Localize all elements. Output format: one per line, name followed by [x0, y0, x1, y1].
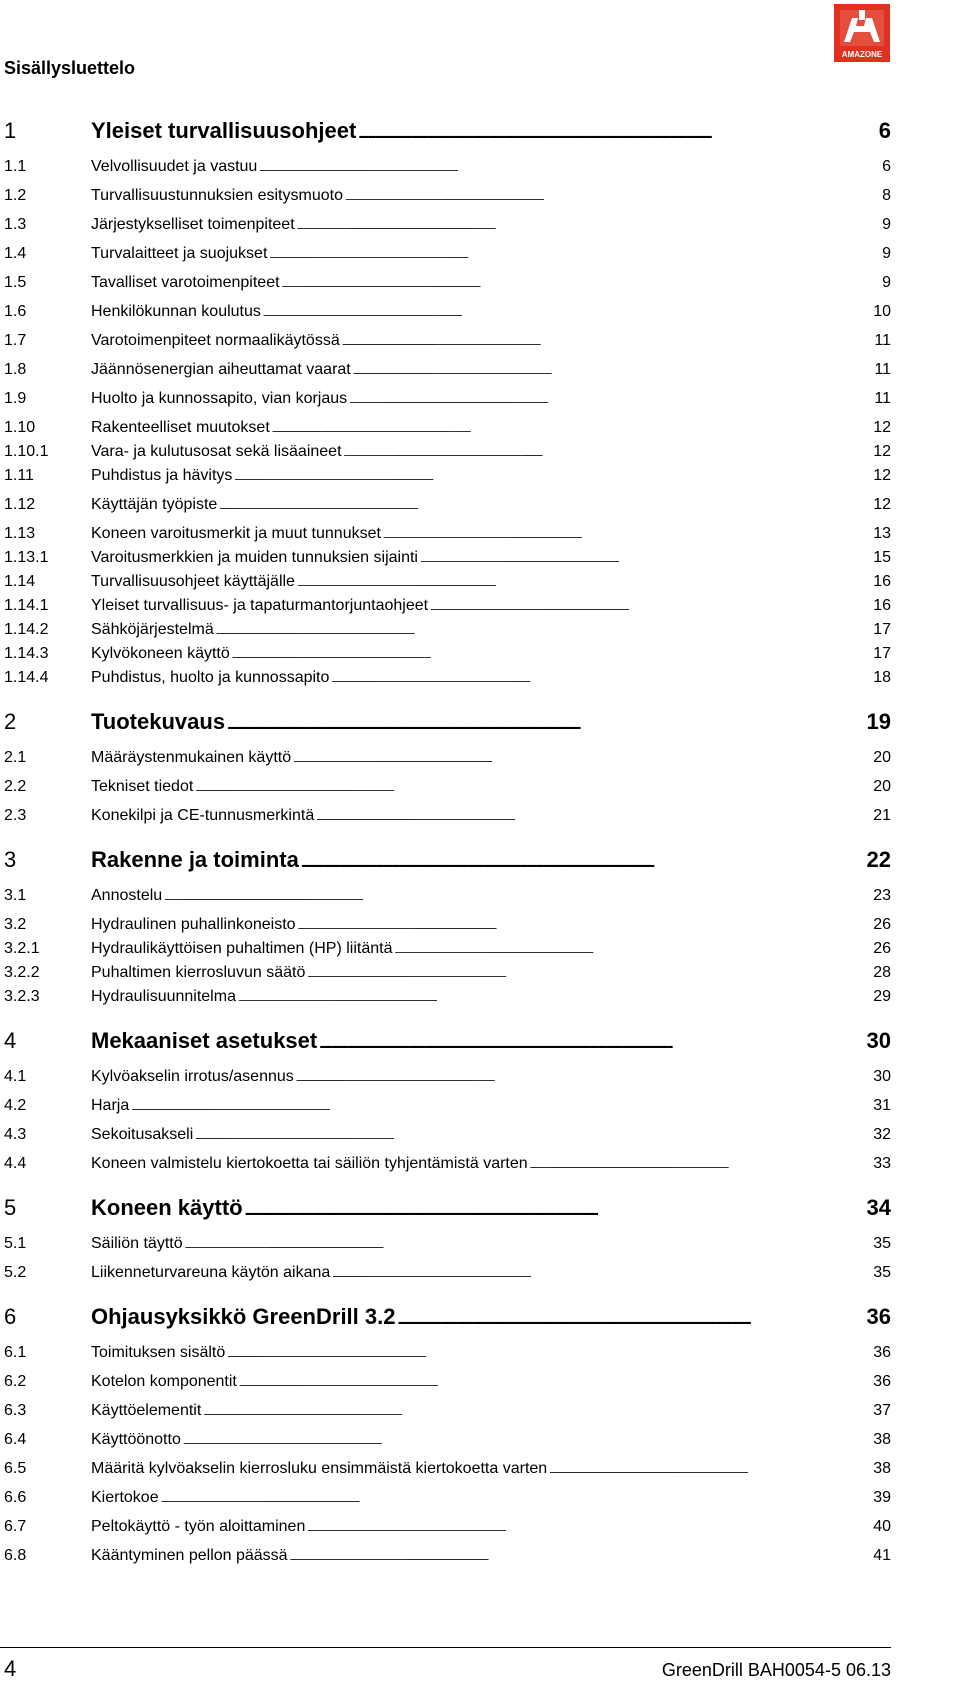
- toc-entry[interactable]: [4, 916, 891, 934]
- toc-entry-number: 4.4: [4, 1155, 27, 1172]
- toc-entry-number: 2.3: [4, 807, 27, 824]
- toc-entry-page: 8: [882, 187, 891, 204]
- toc-entry-page: 12: [873, 496, 891, 513]
- toc-entry-title: Liikenneturvareuna käytön aikana: [91, 1264, 331, 1281]
- toc-entry[interactable]: [4, 1097, 891, 1115]
- toc-entry-page: 36: [873, 1344, 891, 1361]
- toc-entry-number: 1.10.1: [4, 443, 49, 460]
- toc-entry-number: 5.1: [4, 1235, 27, 1252]
- toc-entry-page: 9: [882, 245, 891, 262]
- toc-dot-leader: [319, 1028, 864, 1054]
- toc-entry-title: Kääntyminen pellon päässä: [91, 1547, 288, 1564]
- toc-entry-title: Harja: [91, 1097, 130, 1114]
- toc-dot-leader: [239, 1373, 871, 1391]
- toc-dot-leader: [290, 1547, 872, 1565]
- toc-dot-leader: [185, 1235, 872, 1253]
- toc-dot-leader: [234, 467, 871, 485]
- toc-entry-page: 37: [873, 1402, 891, 1419]
- toc-entry-page: 10: [873, 303, 891, 320]
- toc-chapter-entry[interactable]: [4, 118, 891, 144]
- footer-page-number: 4: [4, 1656, 17, 1681]
- toc-entry-page: 39: [873, 1489, 891, 1506]
- toc-entry-page: 35: [873, 1235, 891, 1252]
- toc-entry-number: 6: [4, 1304, 17, 1329]
- toc-entry[interactable]: [4, 1489, 891, 1507]
- toc-dot-leader: [298, 916, 872, 934]
- toc-entry-page: 19: [866, 709, 891, 734]
- toc-entry-number: 1: [4, 118, 17, 143]
- toc-entry-number: 3.2.2: [4, 964, 40, 981]
- toc-entry-page: 30: [866, 1028, 891, 1053]
- toc-entry[interactable]: [4, 390, 891, 408]
- toc-entry-number: 3.2.1: [4, 940, 40, 957]
- toc-dot-leader: [430, 597, 871, 615]
- toc-entry[interactable]: [4, 597, 891, 615]
- toc-dot-leader: [282, 274, 881, 292]
- toc-entry-title: Käyttäjän työpiste: [91, 496, 218, 513]
- toc-entry-number: 1.14.2: [4, 621, 49, 638]
- toc-entry-page: 9: [882, 216, 891, 233]
- toc-entry-number: 2: [4, 709, 17, 734]
- toc-dot-leader: [269, 245, 880, 263]
- toc-entry-number: 4.1: [4, 1068, 27, 1085]
- toc-entry[interactable]: [4, 1460, 891, 1478]
- toc-entry-title: Koneen varoitusmerkit ja muut tunnukset: [91, 525, 381, 542]
- toc-entry-page: 6: [878, 118, 891, 143]
- toc-entry-page: 28: [873, 964, 891, 981]
- toc-entry-title: Turvallisuustunnuksien esitysmuoto: [91, 187, 343, 204]
- toc-entry[interactable]: [4, 1264, 891, 1282]
- toc-entry-page: 34: [866, 1195, 891, 1220]
- toc-dot-leader: [353, 361, 873, 379]
- toc-entry-page: 12: [873, 467, 891, 484]
- toc-entry-number: 6.4: [4, 1431, 27, 1448]
- toc-entry-title: Kylvöakselin irrotus/asennus: [91, 1068, 294, 1085]
- toc-entry-page: 9: [882, 274, 891, 291]
- toc-entry-page: 35: [873, 1264, 891, 1281]
- toc-entry[interactable]: [4, 274, 891, 292]
- toc-entry-page: 11: [874, 361, 891, 378]
- toc-dot-leader: [232, 645, 871, 663]
- toc-entry-title: Peltokäyttö - työn aloittaminen: [91, 1518, 306, 1535]
- toc-dot-leader: [332, 1264, 871, 1282]
- toc-entry-page: 6: [882, 158, 891, 175]
- toc-entry-title: Hydraulinen puhallinkoneisto: [91, 916, 296, 933]
- toc-entry-number: 1.1: [4, 158, 27, 175]
- toc-entry-number: 1.7: [4, 332, 27, 349]
- toc-entry-number: 6.8: [4, 1547, 27, 1564]
- toc-entry-page: 11: [874, 332, 891, 349]
- toc-entry[interactable]: [4, 216, 891, 234]
- toc-dot-leader: [263, 303, 871, 321]
- toc-entry[interactable]: [4, 669, 891, 687]
- toc-entry-number: 1.13: [4, 525, 36, 542]
- toc-dot-leader: [245, 1195, 865, 1221]
- toc-dot-leader: [272, 419, 871, 437]
- toc-entry-page: 16: [873, 573, 891, 590]
- toc-dot-leader: [397, 1304, 864, 1330]
- toc-entry[interactable]: [4, 1402, 891, 1420]
- toc-dot-leader: [549, 1460, 871, 1478]
- svg-text:AMAZONE: AMAZONE: [841, 50, 883, 59]
- toc-entry-page: 16: [873, 597, 891, 614]
- toc-entry-page: 41: [873, 1547, 891, 1564]
- toc-entry-title: Ohjausyksikkö GreenDrill 3.2: [91, 1304, 396, 1329]
- toc-entry[interactable]: [4, 988, 891, 1006]
- toc-entry-title: Koneen valmistelu kiertokoetta tai säiliön tyhjentämistä varten: [91, 1155, 528, 1172]
- toc-entry-title: Vara- ja kulutusosat sekä lisäaineet: [91, 443, 342, 460]
- toc-entry-number: 1.5: [4, 274, 27, 291]
- toc-dot-leader: [297, 573, 871, 591]
- toc-entry-page: 22: [866, 847, 891, 872]
- toc-entry[interactable]: [4, 964, 891, 982]
- toc-entry-title: Mekaaniset asetukset: [91, 1028, 318, 1053]
- toc-entry[interactable]: [4, 1547, 891, 1565]
- toc-dot-leader: [344, 443, 872, 461]
- toc-entry-title: Järjestykselliset toimenpiteet: [91, 216, 295, 233]
- toc-entry-page: 20: [873, 778, 891, 795]
- toc-entry[interactable]: [4, 1068, 891, 1086]
- toc-entry-number: 2.2: [4, 778, 27, 795]
- toc-dot-leader: [227, 1344, 871, 1362]
- toc-dot-leader: [307, 1518, 871, 1536]
- toc-dot-leader: [307, 964, 871, 982]
- toc-entry-title: Sekoitusakseli: [91, 1126, 194, 1143]
- toc-entry-title: Hydraulisuunnitelma: [91, 988, 236, 1005]
- toc-entry-number: 4.2: [4, 1097, 27, 1114]
- toc-entry[interactable]: [4, 245, 891, 263]
- toc-entry-page: 12: [873, 443, 891, 460]
- toc-entry[interactable]: [4, 525, 891, 543]
- toc-entry-title: Sähköjärjestelmä: [91, 621, 214, 638]
- amazone-logo: [834, 4, 890, 62]
- toc-chapter-entry[interactable]: [4, 1028, 891, 1054]
- toc-dot-leader: [297, 216, 880, 234]
- toc-dot-leader: [195, 1126, 871, 1144]
- toc-entry-number: 3.2: [4, 916, 27, 933]
- toc-entry[interactable]: [4, 1344, 891, 1362]
- toc-entry-title: Henkilökunnan koulutus: [91, 303, 261, 320]
- toc-entry-page: 23: [873, 887, 891, 904]
- toc-entry-number: 4: [4, 1028, 17, 1053]
- toc-entry-number: 6.3: [4, 1402, 27, 1419]
- toc-entry-page: 17: [873, 645, 891, 662]
- toc-entry-title: Puhdistus, huolto ja kunnossapito: [91, 669, 330, 686]
- toc-entry-page: 13: [873, 525, 891, 542]
- toc-entry-title: Turvalaitteet ja suojukset: [91, 245, 268, 262]
- toc-entry[interactable]: [4, 187, 891, 205]
- toc-entry-number: 5: [4, 1195, 17, 1220]
- toc-chapter-entry[interactable]: [4, 1304, 891, 1330]
- toc-entry[interactable]: [4, 940, 891, 958]
- toc-entry-number: 3.2.3: [4, 988, 40, 1005]
- toc-entry-page: 20: [873, 749, 891, 766]
- toc-entry-title: Velvollisuudet ja vastuu: [91, 158, 258, 175]
- toc-entry-number: 1.14.4: [4, 669, 49, 686]
- toc-entry[interactable]: [4, 1431, 891, 1449]
- toc-entry-number: 1.2: [4, 187, 27, 204]
- toc-entry-page: 29: [873, 988, 891, 1005]
- toc-dot-leader: [227, 709, 864, 735]
- toc-entry[interactable]: [4, 158, 891, 176]
- toc-entry-page: 38: [873, 1460, 891, 1477]
- toc-dot-leader: [349, 390, 872, 408]
- toc-entry-page: 18: [873, 669, 891, 686]
- toc-entry-title: Puhaltimen kierrosluvun säätö: [91, 964, 306, 981]
- toc-entry-title: Koneen käyttö: [91, 1195, 243, 1220]
- toc-dot-leader: [183, 1431, 871, 1449]
- toc-entry-title: Hydraulikäyttöisen puhaltimen (HP) liitäntä: [91, 940, 393, 957]
- toc-entry-page: 36: [866, 1304, 891, 1329]
- toc-entry-title: Tuotekuvaus: [91, 709, 226, 734]
- toc-entry-title: Tekniset tiedot: [91, 778, 194, 795]
- toc-dot-leader: [345, 187, 880, 205]
- toc-entry-page: 21: [873, 807, 891, 824]
- toc-entry[interactable]: [4, 1155, 891, 1173]
- toc-entry-page: 38: [873, 1431, 891, 1448]
- toc-dot-leader: [131, 1097, 871, 1115]
- toc-entry-title: Varoitusmerkkien ja muiden tunnuksien sijainti: [91, 549, 418, 566]
- toc-entry-number: 2.1: [4, 749, 27, 766]
- page-title: Sisällysluettelo: [4, 58, 136, 78]
- toc-entry-page: 26: [873, 940, 891, 957]
- toc-entry[interactable]: [4, 778, 891, 796]
- toc-dot-leader: [195, 778, 871, 796]
- toc-entry-number: 1.14.3: [4, 645, 49, 662]
- toc-entry-page: 11: [874, 390, 891, 407]
- toc-entry[interactable]: [4, 361, 891, 379]
- toc-entry[interactable]: [4, 749, 891, 767]
- toc-entry-title: Rakenne ja toiminta: [91, 847, 299, 872]
- toc-dot-leader: [259, 158, 880, 176]
- toc-entry[interactable]: [4, 549, 891, 567]
- toc-entry[interactable]: [4, 496, 891, 514]
- toc-entry-title: Jäännösenergian aiheuttamat vaarat: [91, 361, 351, 378]
- toc-dot-leader: [383, 525, 871, 543]
- toc-entry-number: 1.4: [4, 245, 27, 262]
- toc-dot-leader: [394, 940, 871, 958]
- toc-entry-number: 1.8: [4, 361, 27, 378]
- toc-entry[interactable]: [4, 1126, 891, 1144]
- toc-entry-title: Puhdistus ja hävitys: [91, 467, 233, 484]
- toc-dot-leader: [293, 749, 871, 767]
- toc-entry-title: Yleiset turvallisuusohjeet: [91, 118, 357, 143]
- toc-dot-leader: [296, 1068, 871, 1086]
- toc-dot-leader: [238, 988, 871, 1006]
- toc-entry-title: Kotelon komponentit: [91, 1373, 237, 1390]
- toc-entry-title: Varotoimenpiteet normaalikäytössä: [91, 332, 340, 349]
- toc-entry-title: Käyttöönotto: [91, 1431, 181, 1448]
- toc-entry-title: Määritä kylvöakselin kierrosluku ensimmäistä kiertokoetta varten: [91, 1460, 548, 1477]
- toc-entry-number: 6.5: [4, 1460, 27, 1477]
- toc-entry[interactable]: [4, 1235, 891, 1253]
- toc-entry[interactable]: [4, 419, 891, 437]
- toc-entry-title: Turvallisuusohjeet käyttäjälle: [91, 573, 295, 590]
- toc-entry-number: 1.11: [4, 467, 34, 484]
- toc-dot-leader: [161, 1489, 872, 1507]
- toc-entry-page: 15: [873, 549, 891, 566]
- toc-entry-number: 1.14: [4, 573, 36, 590]
- toc-entry-page: 26: [873, 916, 891, 933]
- toc-dot-leader: [219, 496, 871, 514]
- toc-entry[interactable]: [4, 645, 891, 663]
- toc-dot-leader: [164, 887, 871, 905]
- toc-dot-leader: [358, 118, 876, 144]
- toc-entry-page: 32: [873, 1126, 891, 1143]
- footer-doc-reference: GreenDrill BAH0054-5 06.13: [661, 1660, 891, 1680]
- toc-dot-leader: [216, 621, 871, 639]
- toc-dot-leader: [203, 1402, 871, 1420]
- toc-entry[interactable]: [4, 1518, 891, 1536]
- toc-entry-number: 1.10: [4, 419, 36, 436]
- toc-chapter-entry[interactable]: [4, 847, 891, 873]
- toc-entry-number: 1.6: [4, 303, 27, 320]
- toc-entry-number: 6.1: [4, 1344, 27, 1361]
- toc-dot-leader: [420, 549, 871, 567]
- toc-entry-title: Käyttöelementit: [91, 1402, 202, 1419]
- toc-entry-number: 4.3: [4, 1126, 27, 1143]
- toc-entry-page: 40: [873, 1518, 891, 1535]
- toc-entry-title: Tavalliset varotoimenpiteet: [91, 274, 280, 291]
- toc-entry-title: Toimituksen sisältö: [91, 1344, 226, 1361]
- toc-entry-title: Rakenteelliset muutokset: [91, 419, 270, 436]
- toc-entry-title: Säiliön täyttö: [91, 1235, 183, 1252]
- toc-entry-title: Määräystenmukainen käyttö: [91, 749, 292, 766]
- toc-entry[interactable]: [4, 443, 891, 461]
- toc-entry[interactable]: [4, 621, 891, 639]
- toc-entry[interactable]: [4, 303, 891, 321]
- toc-entry-page: 33: [873, 1155, 891, 1172]
- toc-entry-number: 6.2: [4, 1373, 27, 1390]
- toc-entry-number: 1.13.1: [4, 549, 49, 566]
- toc-entry[interactable]: [4, 887, 891, 905]
- toc-entry-number: 1.14.1: [4, 597, 49, 614]
- toc-entry-title: Huolto ja kunnossapito, vian korjaus: [91, 390, 348, 407]
- toc-entry[interactable]: [4, 467, 891, 485]
- toc-entry-title: Annostelu: [91, 887, 163, 904]
- toc-entry-number: 1.9: [4, 390, 27, 407]
- footer-divider: [0, 1647, 891, 1648]
- toc-dot-leader: [530, 1155, 872, 1173]
- toc-dot-leader: [316, 807, 871, 825]
- toc-entry-page: 31: [873, 1097, 891, 1114]
- toc-entry-page: 30: [873, 1068, 891, 1085]
- toc-entry-number: 3.1: [4, 887, 27, 904]
- toc-entry-title: Kylvökoneen käyttö: [91, 645, 230, 662]
- toc-entry[interactable]: [4, 573, 891, 591]
- toc-dot-leader: [301, 847, 865, 873]
- toc-entry-number: 1.12: [4, 496, 36, 513]
- toc-entry-page: 12: [873, 419, 891, 436]
- toc-entry-page: 36: [873, 1373, 891, 1390]
- toc-entry[interactable]: [4, 1373, 891, 1391]
- toc-entry-number: 6.6: [4, 1489, 27, 1506]
- toc-entry-number: 6.7: [4, 1518, 27, 1535]
- toc-entry-page: 17: [873, 621, 891, 638]
- toc-entry-title: Kiertokoe: [91, 1489, 159, 1506]
- toc-entry[interactable]: [4, 332, 891, 350]
- toc-dot-leader: [342, 332, 873, 350]
- toc-chapter-entry[interactable]: [4, 1195, 891, 1221]
- toc-entry[interactable]: [4, 807, 891, 825]
- toc-entry-number: 3: [4, 847, 17, 872]
- toc-dot-leader: [331, 669, 871, 687]
- toc-entry-title: Yleiset turvallisuus- ja tapaturmantorjuntaohjeet: [91, 597, 429, 614]
- toc-chapter-entry[interactable]: [4, 709, 891, 735]
- toc-entry-number: 1.3: [4, 216, 27, 233]
- toc-entry-number: 5.2: [4, 1264, 27, 1281]
- toc-entry-title: Konekilpi ja CE-tunnusmerkintä: [91, 807, 315, 824]
